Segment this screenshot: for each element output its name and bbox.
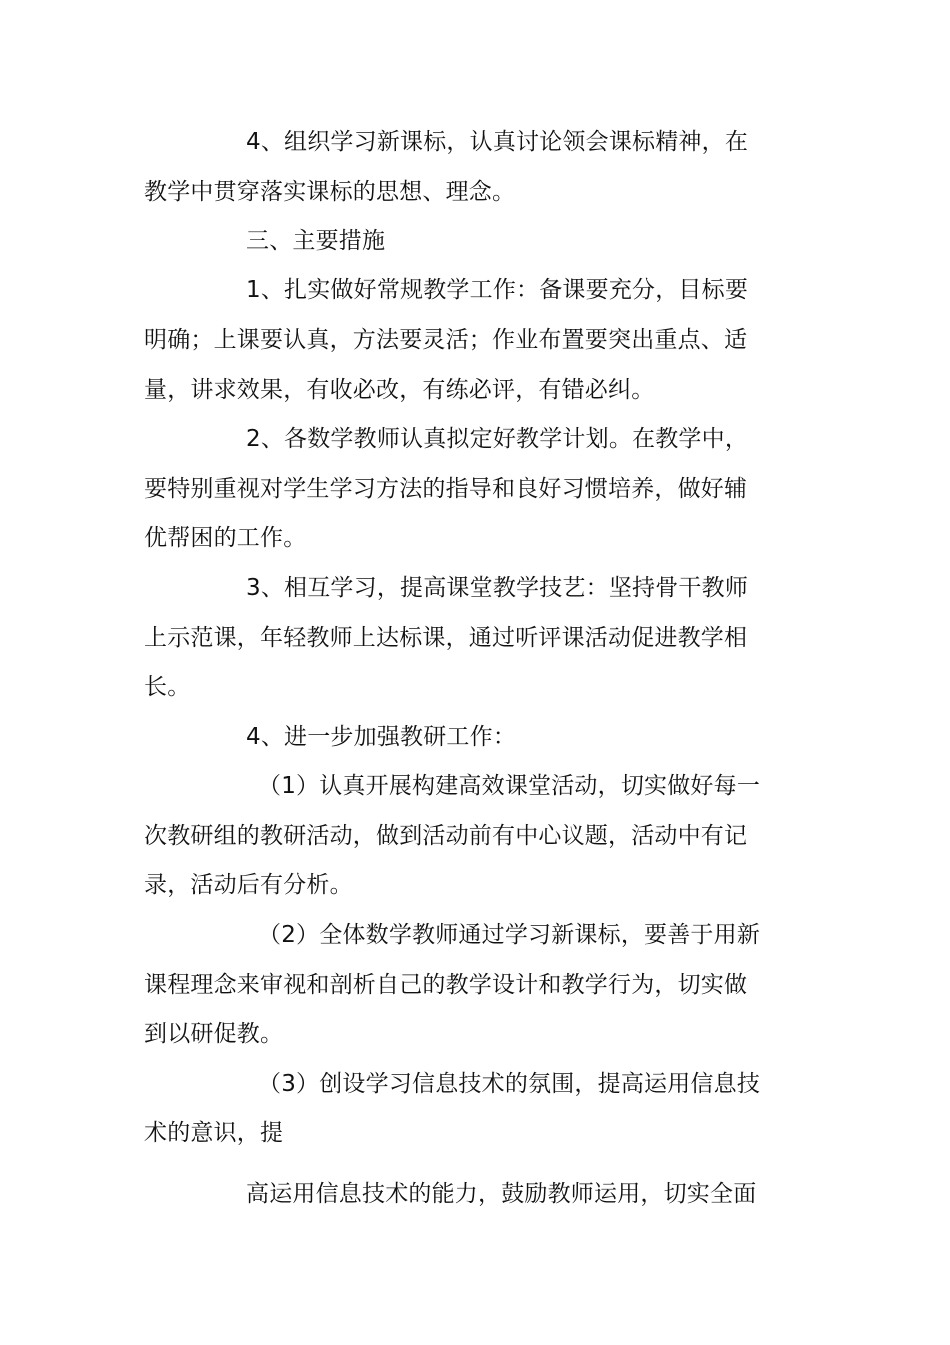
paragraph-line: 长。 [144, 674, 191, 700]
paragraph-line: （1）认真开展构建高效课堂活动，切实做好每一 [258, 773, 761, 799]
paragraph-line: （3）创设学习信息技术的氛围，提高运用信息技 [258, 1071, 761, 1097]
paragraph-line: 4、进一步加强教研工作： [246, 724, 517, 750]
paragraph-line: 高运用信息技术的能力，鼓励教师运用，切实全面 [246, 1181, 757, 1207]
paragraph-line: 3、相互学习，提高课堂教学技艺：坚持骨干教师 [246, 575, 749, 601]
paragraph-line: 要特别重视对学生学习方法的指导和良好习惯培养，做好辅 [144, 476, 748, 502]
paragraph-line: 教学中贯穿落实课标的思想、理念。 [144, 179, 516, 205]
section-heading: 三、主要措施 [246, 228, 386, 254]
paragraph-line: 量，讲求效果，有收必改，有练必评，有错必纠。 [144, 377, 655, 403]
paragraph-line: 优帮困的工作。 [144, 525, 307, 551]
paragraph-line: 课程理念来审视和剖析自己的教学设计和教学行为，切实做 [144, 972, 748, 998]
paragraph-line: 上示范课，年轻教师上达标课，通过听评课活动促进教学相 [144, 625, 748, 651]
paragraph-line: 1、扎实做好常规教学工作：备课要充分，目标要 [246, 277, 749, 303]
paragraph-line: 2、各数学教师认真拟定好教学计划。在教学中， [246, 426, 749, 452]
paragraph-line: 到以研促教。 [144, 1021, 284, 1047]
paragraph-line: （2）全体数学教师通过学习新课标，要善于用新 [258, 922, 761, 948]
paragraph-line: 次教研组的教研活动，做到活动前有中心议题，活动中有记 [144, 823, 748, 849]
paragraph-line: 明确；上课要认真，方法要灵活；作业布置要突出重点、适 [144, 327, 748, 353]
paragraph-line: 术的意识，提 [144, 1120, 284, 1146]
paragraph-line: 录，活动后有分析。 [144, 872, 353, 898]
paragraph-line: 4、组织学习新课标，认真讨论领会课标精神，在 [246, 129, 749, 155]
